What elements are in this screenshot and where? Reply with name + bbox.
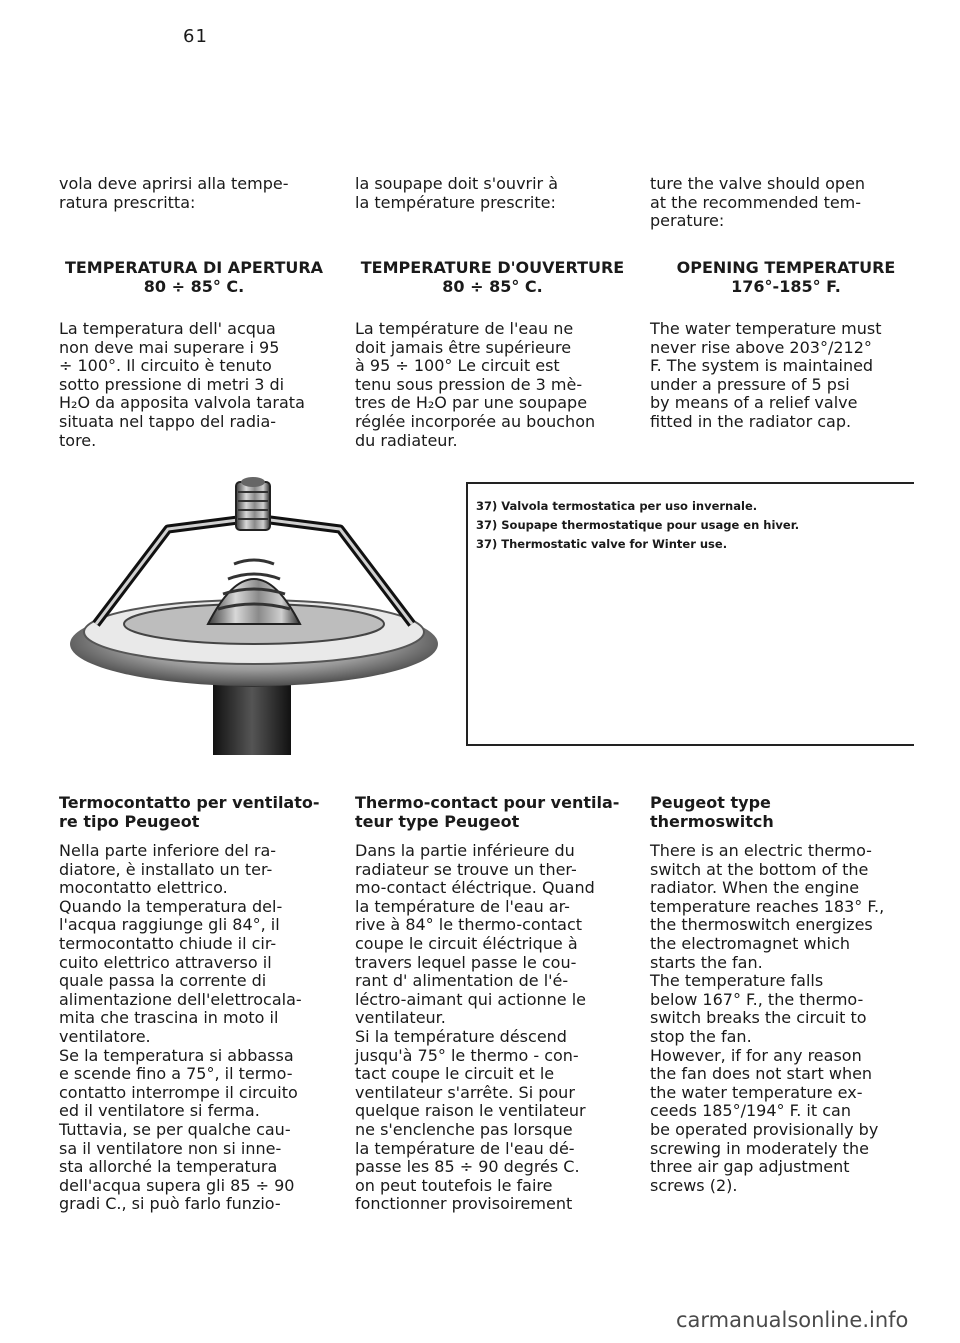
- figure-caption: [476, 497, 912, 554]
- thermostat-bellows: [208, 579, 300, 624]
- thermoswitch-heading-italian: Termocontatto per ventilato- re tipo Peugeot: [59, 793, 320, 831]
- water-temp-text-english: The water temperature must never rise above 203°/212° F. The system is maintained under a pressure of 5 psi by means of a relief valve fitted in the radiator cap.: [650, 319, 882, 431]
- thermoswitch-text-italian: Nella parte inferiore del ra- diatore, è installato un ter- mocontatto elettrico. Quando la temperatura del- l'acqua raggiunge gli 84°, il termocontatto chiude il cir- cuito elettrico attraverso il quale passa la corrente di alimentazione dell'elettrocala- mita che trascina in moto il ventilatore. Se la temperatura si abbassa e scende fino a 75°, il termo- contatto interrompe il circuito ed il ventilatore si ferma. Tuttavia, se per qualche cau- sa il ventilatore non si inne- sta allorché la temperatura dell'acqua supera gli 85 ÷ 90 gradi C., si può farlo funzio-: [59, 841, 302, 1214]
- opening-temp-heading-french: TEMPERATURE D'OUVERTURE 80 ÷ 85° C.: [360, 258, 625, 296]
- thermoswitch-text-english: There is an electric thermo- switch at the bottom of the radiator. When the engine temperature reaches 183° F., the thermoswitch energizes the electromagnet which starts the fan. The temperature falls below 167° F., the thermo- switch breaks the circuit to stop the fan. However, if for any reason the fan does not start when the water temperature ex- ceeds 185°/194° F. it can be operated provisionally by screwing in moderately the three air gap adjustment screws (2).: [650, 841, 885, 1195]
- thermostat-stem: [236, 482, 270, 530]
- thermoswitch-text-french: Dans la partie inférieure du radiateur se trouve un ther- mo-contact éléctrique. Quand la température de l'eau ar- rive à 84° le thermo-contact coupe le circuit éléctrique à travers lequel passe le cou- rant d' alimentation de l'é- léctro-aimant qui actionne le ventilateur. Si la température déscend jusqu'à 75° le thermo - con- tact coupe le circuit et le ventilateur s'arrête. Si pour quelque raison le ventilateur ne s'enclenche pas lorsque la température de l'eau dé- passe les 85 ÷ 90 degrés C. on peut toutefois le faire fonctionner provisoirement: [355, 841, 595, 1214]
- figure-caption-english: 37) Thermostatic valve for Winter use.: [476, 537, 728, 551]
- watermark-text: carmanualsonline.info: [676, 1308, 909, 1332]
- opening-temp-heading-english: OPENING TEMPERATURE 176°-185° F.: [676, 258, 896, 296]
- intro-italian: vola deve aprirsi alla tempe- ratura prescritta:: [59, 174, 289, 212]
- intro-french: la soupape doit s'ouvrir à la température prescrite:: [355, 174, 559, 212]
- water-temp-text-french: La température de l'eau ne doit jamais être supérieure à 95 ÷ 100° Le circuit est tenu sous pression de 3 mè- tres de H₂O par une soupape réglée incorporée au bouchon du radiateur.: [355, 319, 596, 450]
- thermoswitch-heading-english: Peugeot type thermoswitch: [650, 793, 774, 831]
- water-temp-text-italian: La temperatura dell' acqua non deve mai superare i 95 ÷ 100°. Il circuito è tenuto sotto pressione di metri 3 di H₂O da apposita valvola tarata situata nel tappo del radia- tore.: [59, 319, 305, 450]
- intro-english: ture the valve should open at the recommended tem- perature:: [650, 174, 866, 231]
- figure-caption-french: 37) Soupape thermostatique pour usage en hiver.: [476, 518, 800, 532]
- page-number: 61: [183, 26, 208, 47]
- opening-temp-heading-italian: TEMPERATURA DI APERTURA 80 ÷ 85° C.: [64, 258, 324, 296]
- figure-caption-italian: 37) Valvola termostatica per uso invernale.: [476, 499, 758, 513]
- thermostat-valve-photo: [58, 474, 456, 758]
- thermostat-cylinder: [213, 679, 291, 755]
- thermoswitch-heading-french: Thermo-contact pour ventila- teur type Peugeot: [355, 793, 620, 831]
